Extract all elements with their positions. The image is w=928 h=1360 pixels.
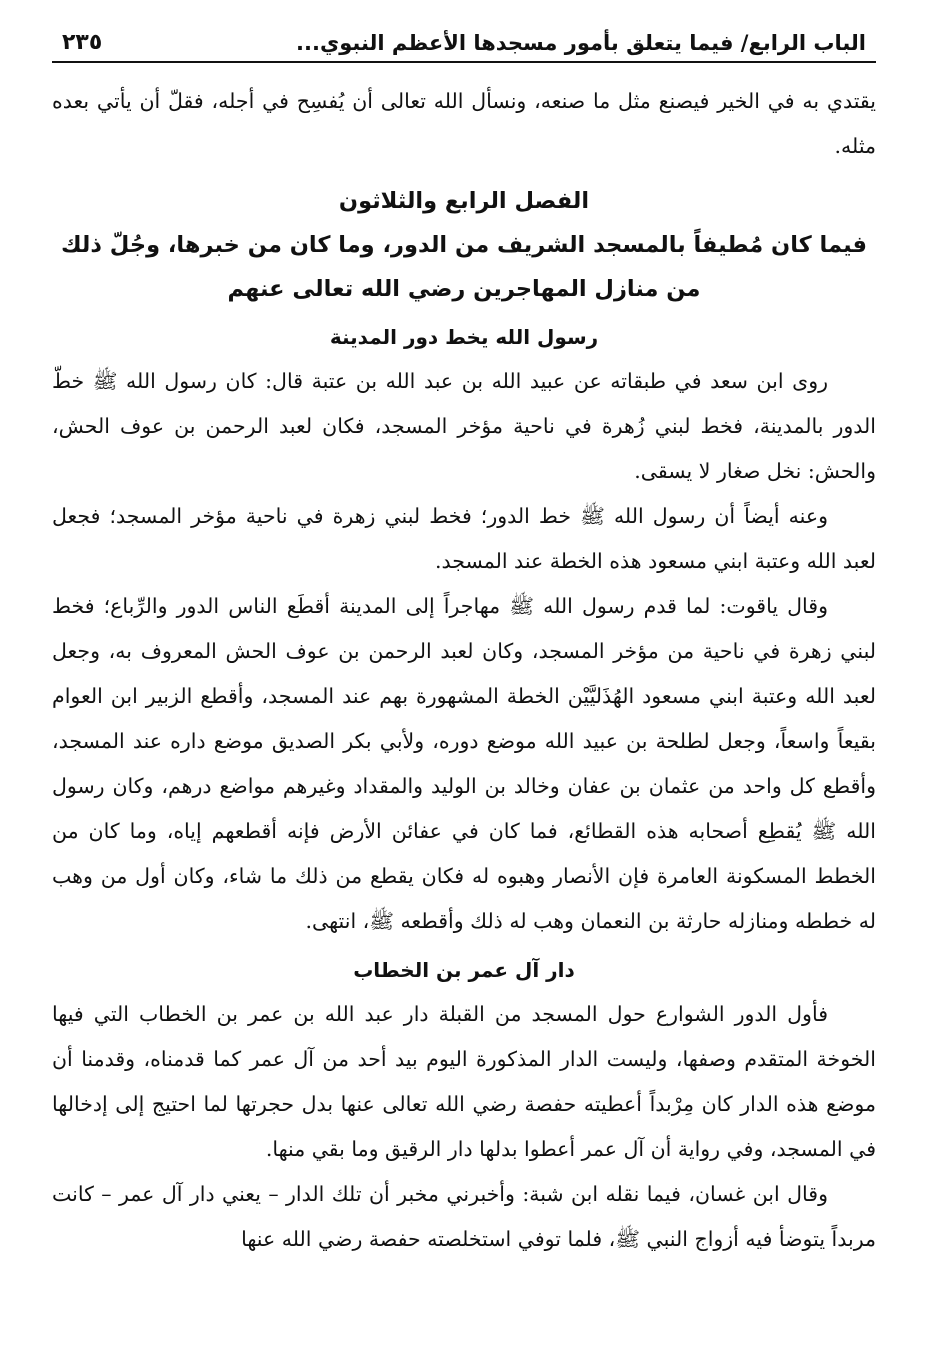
section-heading: رسول الله يخط دور المدينة <box>329 325 599 349</box>
book-page <box>52 30 876 1320</box>
section-heading: دار آل عمر بن الخطاب <box>353 958 575 982</box>
running-title: الباب الرابع/ فيما يتعلق بأمور مسجدها الأعظم النبوي... <box>296 31 866 55</box>
page-number: ٢٣٥ <box>62 30 103 55</box>
paragraph: روى ابن سعد في طبقاته عن عبيد الله بن عبد الله بن عتبة قال: كان رسول الله ﷺ خطّ الدور بالمدينة، فخط لبني زُهرة في ناحية مؤخر المسجد، فكان لعبد الرحمن بن عوف الحش، والحش: نخل صغار لا يسقى. <box>52 369 876 483</box>
paragraph: وعنه أيضاً أن رسول الله ﷺ خط الدور؛ فخط لبني زهرة في ناحية مؤخر المسجد؛ فجعل لعبد الله وعتبة ابني مسعود هذه الخطة عند المسجد. <box>52 504 876 573</box>
paragraph: وقال ابن غسان، فيما نقله ابن شبة: وأخبرني مخبر أن تلك الدار – يعني دار آل عمر – كانت مربداً يتوضأ فيه أزواج النبي ﷺ، فلما توفي استخلصته حفصة رضي الله عنها <box>52 1182 876 1251</box>
paragraph: وقال ياقوت: لما قدم رسول الله ﷺ مهاجراً إلى المدينة أقطَع الناس الدور والرِّباع؛ فخط لبني زهرة في ناحية من مؤخر المسجد، وكان لعبد الرحمن بن عوف الحش المعروف به، وجعل لعبد الله وعتبة ابني مسعود الهُذَليَّيْن الخطة المشهورة بهم عند المسجد، وأقطع الزبير ابن العوام بقيعاً واسعاً، وجعل لطلحة بن عبيد الله موضع دوره، ولأبي بكر الصديق موضع داره عند المسجد، وأقطع كل واحد من عثمان بن عفان وخالد بن الوليد والمقداد وغيرهم مواضع درهم، وكان رسول الله ﷺ يُقطِع أصحابه هذه القطائع، فما كان في عفائن الأرض فإنه أقطعهم إياه، وما كان من الخطط المسكونة العامرة فإن الأنصار وهبوه له فكان يقطع من ذلك ما شاء، وكان أول من وهب له خططه ومنازله حارثة بن النعمان وهب له ذلك وأقطعه ﷺ، انتهى. <box>52 594 876 933</box>
running-header <box>52 30 876 63</box>
chapter-number: الفصل الرابع والثلاثون <box>338 188 590 214</box>
chapter-title-line-2: من منازل المهاجرين رضي الله تعالى عنهم <box>227 276 701 302</box>
intro-paragraph: يقتدي به في الخير فيصنع مثل ما صنعه، ونسأل الله تعالى أن يُفسِح في أجله، فقلّ أن يأتي بعده مثله. <box>52 89 876 158</box>
chapter-title-line-1: فيما كان مُطيفاً بالمسجد الشريف من الدور، وما كان من خبرها، وجُلّ ذلك <box>60 232 868 258</box>
paragraph: فأول الدور الشوارع حول المسجد من القبلة دار عبد الله بن عمر بن الخطاب التي فيها الخوخة المتقدم وصفها، وليست الدار المذكورة اليوم بيد أحد من آل عمر كما قدمناه، وقدمنا أن موضع هذه الدار كان مِرْبداً أعطيته حفصة رضي الله تعالى عنها بدل حجرتها لما احتيج إلى إدخالها في المسجد، وفي رواية أن آل عمر أعطوا بدلها دار الرقيق وما بقي منها. <box>52 1002 876 1161</box>
